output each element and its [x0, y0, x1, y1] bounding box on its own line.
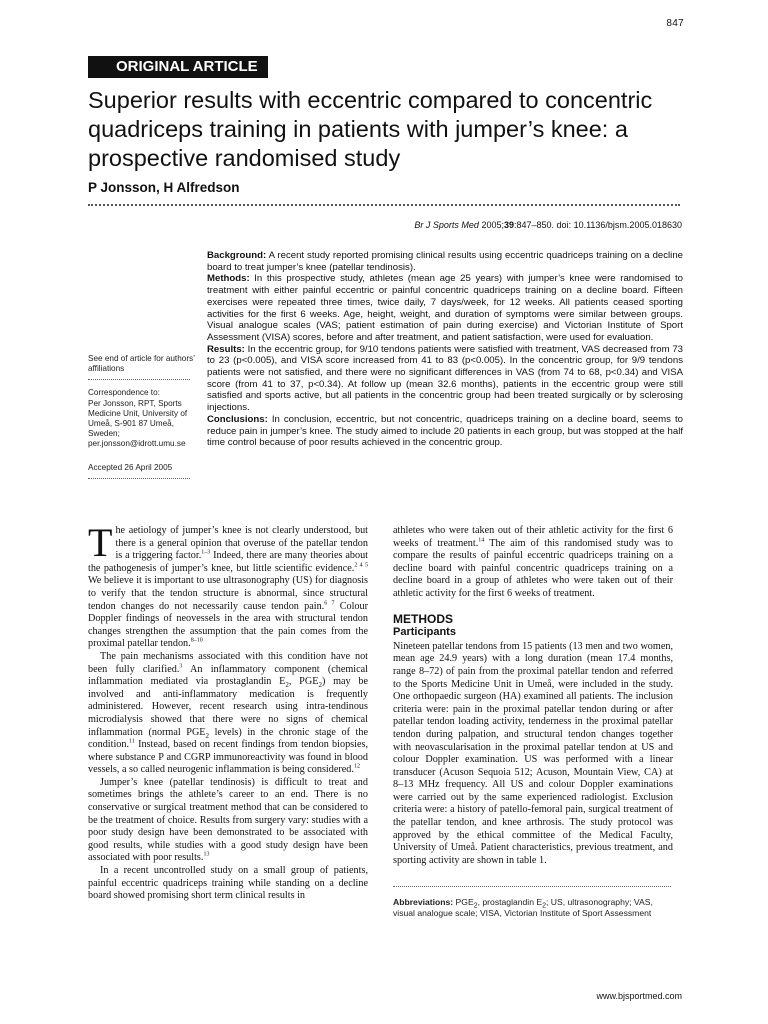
abstract-methods-text: In this prospective study, athletes (mean age 25 years) with jumper’s knee were randomised to treatment with either painful eccentric or painful concentric quadriceps training on a decline board. Fifteen exercises were repeated three times, twice daily, 7 days/week, for 12 weeks. All patients ceased sporting activities for the first 6 weeks. Age, height, weight, and duration of symptoms were similar between groups. Visual analogue scales (VAS; patient estimation of pain during exercise) and Victorian Institute of Sport Assessment (VISA) scores, before and after treatment, and patient satisfaction, were used for evaluation.	[207, 273, 683, 343]
abstract-background-text: A recent study reported promising clinical results using eccentric quadriceps training on a decline board to treat jumper’s knee (patellar tendinosis).	[207, 250, 683, 273]
abbreviations-divider	[393, 886, 671, 887]
text-run: PGE	[453, 897, 474, 907]
text-run: Instead, based on recent findings from tendon biopsies, where substance P and CGRP immunoreactivity was found in blood vessels, a so called neurogenic inflammation is being considered.	[88, 739, 368, 776]
reference-marker: 12	[353, 763, 360, 770]
body-paragraph: Nineteen patellar tendons from 15 patients (13 men and two women, mean age 24.9 years) with a long duration (mean 17.4 months, range 8–72) of pain from the proximal patellar tendon and referred to the Sports Medicine Unit in Umeå, were included in the study. One orthopaedic surgeon (HA) examined all patients. The inclusion criteria were: pain in the proximal patellar tendon during or after patellar tendon loading activity, tenderness in the proximal patellar tendon during palpation, and structural tendon changes together with neovascularisation in the proximal patellar tendon at US and colour Doppler examination. US was performed with a linear transducer (Acuson Sequoia 512; Acuson, Mountain View, CA) at 8–13 MHz frequency. All US and colour Doppler examinations were carried out by the same experienced radiologist. Exclusion criteria were: a history of patello-femoral pain, surgical treatment of the patellar tendon, and knee arthrosis. The study protocol was approved by the ethical committee of the Medical Faculty, University of Umeå. Patient characteristics, previous treatment, and sporting activity are shown in table 1.	[393, 640, 673, 866]
sidenotes	[88, 354, 196, 487]
abstract-conclusions-label: Conclusions:	[207, 413, 268, 425]
abstract-results	[207, 344, 683, 414]
sidenote-divider-2	[88, 478, 190, 479]
reference-marker: 2 4 5	[354, 562, 369, 569]
citation-volume: 39	[504, 220, 515, 230]
header-divider	[88, 204, 680, 206]
reference-marker: 8–10	[190, 637, 203, 644]
reference-marker: 13	[203, 852, 210, 859]
abstract-results-label: Results:	[207, 343, 245, 355]
abstract	[207, 250, 683, 449]
reference-marker: 6 7	[324, 600, 335, 607]
article-title: Superior results with eccentric compared to concentric quadriceps training in patients with jumper’s knee: a prospective randomised study	[88, 87, 653, 171]
text-run: Indeed, there are many theories about the pathogenesis of jumper’s knee, but little scientific evidence.	[88, 550, 368, 574]
body-paragraph	[393, 525, 673, 601]
citation-line	[414, 220, 682, 230]
text-run: ) may be involved and anti-inflammatory medication is frequently administered. However, recent research using intra-tendinous microdialysis showed that there were no signs of chemical inflammation (normal PGE	[88, 676, 368, 738]
accepted-date: Accepted 26 April 2005	[88, 462, 173, 472]
participants-heading: Participants	[393, 626, 456, 639]
abstract-methods	[207, 273, 683, 343]
subscript: 2	[473, 902, 478, 910]
text-run: athletes who were taken out of their athletic activity for the first 6 weeks of treatment.	[393, 525, 673, 549]
text-run: An inflammatory component (chemical inflammation mediated via prostaglandin E	[88, 663, 368, 688]
abstract-methods-label: Methods:	[207, 273, 250, 285]
correspondence-body: Per Jonsson, RPT, Sports Medicine Unit, University of Umeå, S-901 87 Umeå, Sweden; per.jonsson@idrott.umu.se	[88, 398, 188, 449]
text-run: levels) in the chronic stage of the condition.	[88, 726, 368, 751]
text-run: We believe it is important to use ultrasonography (US) for diagnosis to verify that the tendon structure is abnormal, since structural tendon changes do not necessarily cause tendon pain.	[88, 575, 368, 612]
text-run: Jumper’s knee (patellar tendinosis) is difficult to treat and sometimes brings the athlete’s career to an end. There is no conservative or surgical treatment method that can be considered to be the treatment of choice. Results from surgery vary: studies with a poor study design have been demonstrated to be associated with good results, while studies with a good study design have been associated with poor results.	[88, 776, 368, 864]
abstract-background	[207, 250, 683, 273]
section-label: ORIGINAL ARTICLE	[88, 56, 268, 78]
abstract-conclusions-text: In conclusion, eccentric, but not concentric, quadriceps training on a decline board, seems to reduce pain in jumper’s knee. The study aimed to include 20 patients in each group, but was stopped at the half time control because of poor results achieved in the concentric group.	[207, 413, 683, 449]
abstract-background-label: Background:	[207, 250, 267, 261]
page-number: 847	[666, 18, 684, 29]
text-run: The aim of this randomised study was to compare the results of painful eccentric quadriceps training on a decline board with painful concentric quadriceps training on a decline board in a group of athletes who were taken out of their athletic activity for the first 6 weeks of treatment.	[393, 537, 673, 599]
sidenote-divider	[88, 379, 190, 380]
body-paragraph	[88, 520, 369, 651]
body-column-left	[88, 520, 369, 903]
abstract-conclusions	[207, 414, 683, 449]
citation-year: 2005;	[481, 220, 504, 230]
reference-marker: 14	[478, 537, 485, 544]
reference-marker: 1–3	[201, 549, 211, 556]
body-paragraph	[88, 777, 368, 865]
affiliation-note: See end of article for authors’ affiliations	[88, 354, 195, 374]
footer-url[interactable]: www.bjsportmed.com	[596, 991, 682, 1001]
body-paragraph	[88, 651, 368, 777]
text-run: Colour Doppler findings of neovessels in the area with structural tendon changes strengthen the assumption that the pain comes from the proximal patellar tendon.	[88, 600, 369, 650]
body-paragraph: In a recent uncontrolled study on a small group of patients, painful eccentric quadriceps training while standing on a decline board showed promising short term clinical results in	[88, 865, 368, 902]
subscript: 2	[542, 902, 547, 910]
citation-pages-doi: :847–850. doi: 10.1136/bjsm.2005.018630	[514, 220, 682, 230]
abstract-results-text: In the eccentric group, for 9/10 tendons patients were satisfied with treatment, VAS decreased from 73 to 23 (p<0.005), and VISA score increased from 41 to 83 (p<0.005). In the concentric group, for 9/9 tendons patients were not satisfied, and there were no significant differences in VAS (from 74 to 68, p<0.34) and VISA score (from 41 to 37, p<0.34). At follow up (mean 32.6 months), patients in the eccentric group were still satisfied and sports active, but all patients in the concentric group had been treated surgically or by sclerosing injections.	[207, 343, 683, 414]
subscript: 2	[285, 681, 289, 690]
abbreviations-label: Abbreviations:	[393, 897, 454, 907]
subscript: 2	[205, 731, 210, 740]
methods-heading: METHODS	[393, 611, 453, 626]
article-authors: P Jonsson, H Alfredson	[88, 180, 240, 195]
citation-journal: Br J Sports Med	[414, 220, 479, 230]
text-run: he aetiology of jumper’s knee is not clearly understood, but there is a general opinion that overuse of the patellar tendon is a triggering factor.	[115, 525, 368, 562]
body-column-right	[393, 525, 673, 867]
subscript: 2	[318, 681, 322, 690]
reference-marker: 11	[129, 738, 135, 745]
text-run: ; US, ultrasonography; VAS, visual analogue scale; VISA, Victorian Institute of Sport Assessment	[393, 897, 653, 918]
correspondence-label: Correspondence to:	[88, 388, 160, 398]
abbreviations	[393, 897, 673, 919]
reference-marker: 3	[179, 663, 183, 670]
drop-cap: T	[88, 520, 113, 565]
text-run: , PGE	[288, 676, 319, 688]
text-run: , prostaglandin E	[477, 897, 543, 907]
text-run: The pain mechanisms associated with this condition have not been fully clarified.	[88, 650, 368, 675]
